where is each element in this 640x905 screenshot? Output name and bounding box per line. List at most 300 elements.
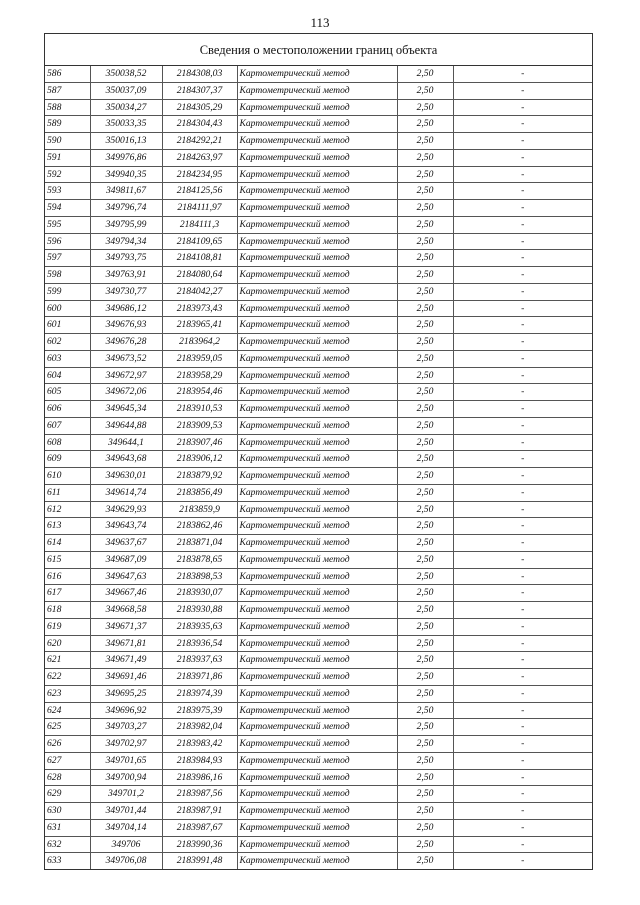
coord-y-cell: 2184111,97	[162, 200, 237, 217]
coord-y-cell: 2183862,46	[162, 518, 237, 535]
description-cell: -	[453, 116, 592, 133]
point-number-cell: 621	[45, 652, 90, 669]
table-row	[45, 434, 592, 451]
description-cell: -	[453, 652, 592, 669]
coord-x-cell: 349702,97	[90, 736, 162, 753]
coord-x-cell: 349704,14	[90, 819, 162, 836]
point-number-cell: 603	[45, 350, 90, 367]
method-cell: Картометрический метод	[237, 317, 397, 334]
point-number-cell: 620	[45, 635, 90, 652]
method-cell: Картометрический метод	[237, 618, 397, 635]
point-number-cell: 595	[45, 216, 90, 233]
coord-x-cell: 349643,68	[90, 451, 162, 468]
table-row	[45, 82, 592, 99]
coord-y-cell: 2183859,9	[162, 501, 237, 518]
point-number-cell: 612	[45, 501, 90, 518]
coord-y-cell: 2183935,63	[162, 618, 237, 635]
method-cell: Картометрический метод	[237, 451, 397, 468]
table-row	[45, 267, 592, 284]
method-cell: Картометрический метод	[237, 66, 397, 82]
coord-x-cell: 349703,27	[90, 719, 162, 736]
table-row	[45, 535, 592, 552]
method-cell: Картометрический метод	[237, 350, 397, 367]
accuracy-cell: 2,50	[397, 551, 453, 568]
description-cell: -	[453, 736, 592, 753]
table-row	[45, 384, 592, 401]
accuracy-cell: 2,50	[397, 685, 453, 702]
method-cell: Картометрический метод	[237, 752, 397, 769]
accuracy-cell: 2,50	[397, 719, 453, 736]
coord-x-cell: 349671,49	[90, 652, 162, 669]
method-cell: Картометрический метод	[237, 367, 397, 384]
table-row	[45, 484, 592, 501]
coord-x-cell: 349673,52	[90, 350, 162, 367]
method-cell: Картометрический метод	[237, 602, 397, 619]
table-row	[45, 417, 592, 434]
accuracy-cell: 2,50	[397, 216, 453, 233]
coord-x-cell: 350034,27	[90, 99, 162, 116]
coord-x-cell: 349672,06	[90, 384, 162, 401]
method-cell: Картометрический метод	[237, 819, 397, 836]
accuracy-cell: 2,50	[397, 149, 453, 166]
accuracy-cell: 2,50	[397, 267, 453, 284]
description-cell: -	[453, 585, 592, 602]
coord-y-cell: 2183906,12	[162, 451, 237, 468]
accuracy-cell: 2,50	[397, 233, 453, 250]
coord-x-cell: 349687,09	[90, 551, 162, 568]
table-row	[45, 300, 592, 317]
table-row	[45, 635, 592, 652]
table-row	[45, 685, 592, 702]
description-cell: -	[453, 434, 592, 451]
point-number-cell: 622	[45, 669, 90, 686]
coord-y-cell: 2184292,21	[162, 133, 237, 150]
method-cell: Картометрический метод	[237, 535, 397, 552]
accuracy-cell: 2,50	[397, 535, 453, 552]
description-cell: -	[453, 602, 592, 619]
point-number-cell: 610	[45, 468, 90, 485]
point-number-cell: 587	[45, 82, 90, 99]
coord-y-cell: 2183910,53	[162, 401, 237, 418]
coord-y-cell: 2183937,63	[162, 652, 237, 669]
method-cell: Картометрический метод	[237, 568, 397, 585]
description-cell: -	[453, 149, 592, 166]
method-cell: Картометрический метод	[237, 501, 397, 518]
coord-x-cell: 349701,44	[90, 803, 162, 820]
coord-x-cell: 349701,65	[90, 752, 162, 769]
coord-y-cell: 2184080,64	[162, 267, 237, 284]
coord-y-cell: 2184263,97	[162, 149, 237, 166]
boundary-table-sheet	[44, 33, 593, 870]
description-cell: -	[453, 82, 592, 99]
point-number-cell: 594	[45, 200, 90, 217]
accuracy-cell: 2,50	[397, 501, 453, 518]
coord-x-cell: 349668,58	[90, 602, 162, 619]
coord-x-cell: 349976,86	[90, 149, 162, 166]
point-number-cell: 628	[45, 769, 90, 786]
description-cell: -	[453, 769, 592, 786]
coord-y-cell: 2183909,53	[162, 417, 237, 434]
description-cell: -	[453, 685, 592, 702]
table-row	[45, 702, 592, 719]
accuracy-cell: 2,50	[397, 283, 453, 300]
method-cell: Картометрический метод	[237, 736, 397, 753]
point-number-cell: 627	[45, 752, 90, 769]
description-cell: -	[453, 166, 592, 183]
description-cell: -	[453, 819, 592, 836]
description-cell: -	[453, 200, 592, 217]
accuracy-cell: 2,50	[397, 451, 453, 468]
table-row	[45, 334, 592, 351]
coord-y-cell: 2184111,3	[162, 216, 237, 233]
table-row	[45, 468, 592, 485]
description-cell: -	[453, 216, 592, 233]
coord-x-cell: 349671,37	[90, 618, 162, 635]
accuracy-cell: 2,50	[397, 401, 453, 418]
point-number-cell: 604	[45, 367, 90, 384]
coord-x-cell: 349691,46	[90, 669, 162, 686]
method-cell: Картометрический метод	[237, 216, 397, 233]
coord-x-cell: 350038,52	[90, 66, 162, 82]
coord-x-cell: 350016,13	[90, 133, 162, 150]
point-number-cell: 589	[45, 116, 90, 133]
coord-x-cell: 349794,34	[90, 233, 162, 250]
table-row	[45, 669, 592, 686]
accuracy-cell: 2,50	[397, 434, 453, 451]
accuracy-cell: 2,50	[397, 166, 453, 183]
accuracy-cell: 2,50	[397, 183, 453, 200]
description-cell: -	[453, 702, 592, 719]
description-cell: -	[453, 568, 592, 585]
coord-y-cell: 2183856,49	[162, 484, 237, 501]
coord-y-cell: 2183971,86	[162, 669, 237, 686]
table-row	[45, 233, 592, 250]
coord-x-cell: 349701,2	[90, 786, 162, 803]
table-row	[45, 602, 592, 619]
table-row	[45, 518, 592, 535]
coord-x-cell: 349793,75	[90, 250, 162, 267]
description-cell: -	[453, 501, 592, 518]
coord-y-cell: 2183982,04	[162, 719, 237, 736]
method-cell: Картометрический метод	[237, 468, 397, 485]
point-number-cell: 600	[45, 300, 90, 317]
point-number-cell: 611	[45, 484, 90, 501]
description-cell: -	[521, 855, 525, 867]
point-number-cell: 608	[45, 434, 90, 451]
table-row	[45, 618, 592, 635]
table-body	[45, 66, 592, 869]
method-cell: Картометрический метод	[237, 702, 397, 719]
table-row	[45, 350, 592, 367]
coord-x-cell: 349644,1	[90, 434, 162, 451]
point-number-cell: 630	[45, 803, 90, 820]
table-row	[45, 853, 592, 869]
coord-y-cell: 2184307,37	[162, 82, 237, 99]
method-cell: Картометрический метод	[237, 334, 397, 351]
table-row	[45, 149, 592, 166]
method-cell: Картометрический метод	[237, 853, 397, 869]
method-cell: Картометрический метод	[237, 669, 397, 686]
method-cell: Картометрический метод	[237, 786, 397, 803]
description-cell: -	[453, 350, 592, 367]
coord-y-cell: 2183954,46	[162, 384, 237, 401]
method-cell: Картометрический метод	[237, 267, 397, 284]
coord-x-cell: 349796,74	[90, 200, 162, 217]
method-cell: Картометрический метод	[237, 803, 397, 820]
accuracy-cell: 2,50	[397, 769, 453, 786]
accuracy-cell: 2,50	[397, 803, 453, 820]
accuracy-cell: 2,50	[397, 367, 453, 384]
description-cell: -	[453, 752, 592, 769]
section-title: Сведения о местоположении границ объекта	[45, 34, 592, 66]
table-row	[45, 769, 592, 786]
accuracy-cell: 2,50	[397, 317, 453, 334]
table-row	[45, 568, 592, 585]
table-row	[45, 551, 592, 568]
method-cell: Картометрический метод	[237, 401, 397, 418]
method-cell: Картометрический метод	[237, 685, 397, 702]
coord-x-cell: 349763,91	[90, 267, 162, 284]
coord-y-cell: 2184305,29	[162, 99, 237, 116]
accuracy-cell: 2,50	[397, 350, 453, 367]
description-cell: -	[453, 535, 592, 552]
coord-y-cell: 2184234,95	[162, 166, 237, 183]
method-cell: Картометрический метод	[237, 183, 397, 200]
accuracy-cell: 2,50	[397, 384, 453, 401]
point-number-cell: 632	[45, 836, 90, 853]
method-cell: Картометрический метод	[237, 250, 397, 267]
method-cell: Картометрический метод	[237, 434, 397, 451]
coord-x-cell: 349686,12	[90, 300, 162, 317]
table-row	[45, 200, 592, 217]
description-cell: -	[453, 417, 592, 434]
point-number-cell: 597	[45, 250, 90, 267]
description-cell: -	[453, 334, 592, 351]
method-cell: Картометрический метод	[237, 836, 397, 853]
description-cell: -	[453, 451, 592, 468]
coord-x-cell: 350033,35	[90, 116, 162, 133]
table-row	[45, 803, 592, 820]
table-row	[45, 585, 592, 602]
method-cell: Картометрический метод	[237, 233, 397, 250]
point-number-cell: 616	[45, 568, 90, 585]
table-row	[45, 317, 592, 334]
description-cell: -	[453, 384, 592, 401]
point-number-cell: 606	[45, 401, 90, 418]
description-cell: -	[453, 803, 592, 820]
table-row	[45, 367, 592, 384]
point-number-cell: 625	[45, 719, 90, 736]
description-cell: -	[453, 468, 592, 485]
accuracy-cell: 2,50	[397, 468, 453, 485]
coord-x-cell: 349629,93	[90, 501, 162, 518]
coord-x-cell: 349647,63	[90, 568, 162, 585]
method-cell: Картометрический метод	[237, 518, 397, 535]
point-number-cell: 626	[45, 736, 90, 753]
coord-y-cell: 2183907,46	[162, 434, 237, 451]
point-number-cell: 629	[45, 786, 90, 803]
coord-y-cell: 2183879,92	[162, 468, 237, 485]
point-number-cell: 601	[45, 317, 90, 334]
coord-y-cell: 2183964,2	[162, 334, 237, 351]
method-cell: Картометрический метод	[237, 149, 397, 166]
point-number-cell: 624	[45, 702, 90, 719]
coord-y-cell: 2183930,88	[162, 602, 237, 619]
method-cell: Картометрический метод	[237, 166, 397, 183]
point-number-cell: 619	[45, 618, 90, 635]
coord-x-cell: 349676,28	[90, 334, 162, 351]
point-number-cell: 618	[45, 602, 90, 619]
coord-y-cell: 2183987,91	[162, 803, 237, 820]
table-row	[45, 116, 592, 133]
point-number-cell: 592	[45, 166, 90, 183]
coord-y-cell: 2183986,16	[162, 769, 237, 786]
coord-y-cell: 2184109,65	[162, 233, 237, 250]
description-cell: -	[453, 233, 592, 250]
accuracy-cell: 2,50	[397, 518, 453, 535]
point-number-cell: 590	[45, 133, 90, 150]
coord-x-cell: 349795,99	[90, 216, 162, 233]
coord-y-cell: 2183991,48	[162, 853, 237, 869]
accuracy-cell: 2,50	[397, 484, 453, 501]
method-cell: Картометрический метод	[237, 384, 397, 401]
point-number-cell: 631	[45, 819, 90, 836]
coord-y-cell: 2183959,05	[162, 350, 237, 367]
point-number-cell: 609	[45, 451, 90, 468]
accuracy-cell: 2,50	[397, 819, 453, 836]
coord-x-cell: 349637,67	[90, 535, 162, 552]
description-cell: -	[453, 250, 592, 267]
coord-y-cell: 2183984,93	[162, 752, 237, 769]
point-number-cell: 591	[45, 149, 90, 166]
coord-x-cell: 349643,74	[90, 518, 162, 535]
table-row	[45, 66, 592, 82]
method-cell: Картометрический метод	[237, 652, 397, 669]
boundary-points-table	[45, 66, 592, 869]
point-number-cell: 596	[45, 233, 90, 250]
method-cell: Картометрический метод	[237, 635, 397, 652]
table-row	[45, 166, 592, 183]
coord-x-cell: 349672,97	[90, 367, 162, 384]
point-number-cell: 605	[45, 384, 90, 401]
point-number-cell: 633	[45, 853, 90, 869]
method-cell: Картометрический метод	[237, 300, 397, 317]
coord-x-cell: 349940,35	[90, 166, 162, 183]
coord-x-cell: 350037,09	[90, 82, 162, 99]
accuracy-cell: 2,50	[397, 417, 453, 434]
description-cell: -	[453, 267, 592, 284]
accuracy-cell: 2,50	[397, 602, 453, 619]
accuracy-cell: 2,50	[397, 786, 453, 803]
description-cell: -	[453, 618, 592, 635]
accuracy-cell: 2,50	[397, 568, 453, 585]
accuracy-cell: 2,50	[397, 300, 453, 317]
coord-y-cell: 2183936,54	[162, 635, 237, 652]
description-cell: -	[453, 669, 592, 686]
table-row	[45, 652, 592, 669]
method-cell: Картометрический метод	[237, 551, 397, 568]
point-number-cell: 599	[45, 283, 90, 300]
table-row	[45, 451, 592, 468]
coord-y-cell: 2184308,03	[162, 66, 237, 82]
coord-x-cell: 349644,88	[90, 417, 162, 434]
coord-x-cell: 349706	[90, 836, 162, 853]
point-number-cell: 593	[45, 183, 90, 200]
coord-y-cell: 2183975,39	[162, 702, 237, 719]
table-row	[45, 819, 592, 836]
coord-y-cell: 2183987,56	[162, 786, 237, 803]
point-number-cell: 615	[45, 551, 90, 568]
method-cell: Картометрический метод	[237, 133, 397, 150]
description-cell: -	[453, 401, 592, 418]
table-row	[45, 283, 592, 300]
accuracy-cell: 2,50	[397, 618, 453, 635]
coord-x-cell: 349811,67	[90, 183, 162, 200]
coord-y-cell: 2183974,39	[162, 685, 237, 702]
description-cell: -	[453, 317, 592, 334]
table-row	[45, 99, 592, 116]
accuracy-cell: 2,50	[397, 334, 453, 351]
description-cell: -	[453, 133, 592, 150]
coord-x-cell: 349700,94	[90, 769, 162, 786]
description-cell: -	[453, 719, 592, 736]
table-row	[45, 133, 592, 150]
coord-y-cell: 2184108,81	[162, 250, 237, 267]
description-cell: -	[453, 518, 592, 535]
point-number-cell: 613	[45, 518, 90, 535]
accuracy-cell: 2,50	[397, 585, 453, 602]
method-cell: Картометрический метод	[237, 283, 397, 300]
coord-x-cell: 349730,77	[90, 283, 162, 300]
table-row	[45, 250, 592, 267]
coord-y-cell: 2183965,41	[162, 317, 237, 334]
accuracy-cell: 2,50	[397, 635, 453, 652]
point-number-cell: 623	[45, 685, 90, 702]
accuracy-cell: 2,50	[397, 99, 453, 116]
accuracy-cell: 2,50	[397, 669, 453, 686]
method-cell: Картометрический метод	[237, 585, 397, 602]
point-number-cell: 607	[45, 417, 90, 434]
method-cell: Картометрический метод	[237, 769, 397, 786]
method-cell: Картометрический метод	[237, 82, 397, 99]
description-cell: -	[453, 66, 592, 82]
coord-x-cell: 349645,34	[90, 401, 162, 418]
coord-y-cell: 2183990,36	[162, 836, 237, 853]
table-row	[45, 719, 592, 736]
page-number: 113	[310, 15, 330, 30]
point-number-cell: 598	[45, 267, 90, 284]
coord-y-cell: 2183958,29	[162, 367, 237, 384]
point-number-cell: 588	[45, 99, 90, 116]
coord-y-cell: 2183898,53	[162, 568, 237, 585]
table-row	[45, 786, 592, 803]
table-row	[45, 183, 592, 200]
method-cell: Картометрический метод	[237, 484, 397, 501]
coord-y-cell: 2184042,27	[162, 283, 237, 300]
table-row	[45, 752, 592, 769]
coord-x-cell: 349676,93	[90, 317, 162, 334]
coord-x-cell: 349614,74	[90, 484, 162, 501]
table-row	[45, 216, 592, 233]
coord-y-cell: 2183930,07	[162, 585, 237, 602]
coord-y-cell: 2184125,56	[162, 183, 237, 200]
point-number-cell: 586	[45, 66, 90, 82]
point-number-cell: 614	[45, 535, 90, 552]
coord-y-cell: 2183878,65	[162, 551, 237, 568]
accuracy-cell: 2,50	[397, 82, 453, 99]
method-cell: Картометрический метод	[237, 417, 397, 434]
table-row	[45, 401, 592, 418]
